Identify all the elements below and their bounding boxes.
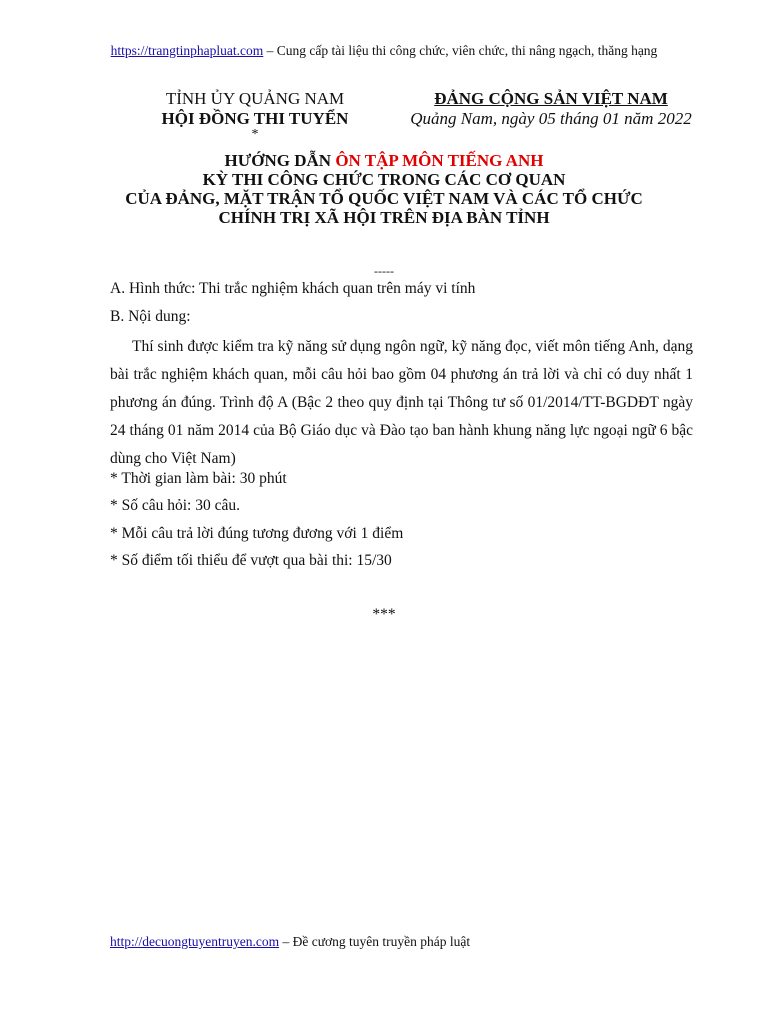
title-line-3: CỦA ĐẢNG, MẶT TRẬN TỔ QUỐC VIỆT NAM VÀ CÁC TỔ CHỨC <box>125 189 643 208</box>
org-star-mark: * <box>251 127 259 142</box>
section-b-content: B. Nội dung: <box>110 308 191 325</box>
title-subject-highlight: ÔN TẬP MÔN TIẾNG ANH <box>335 151 544 170</box>
title-line-1 <box>0 151 768 170</box>
bullet-time: * Thời gian làm bài: 30 phút <box>110 470 287 487</box>
org-province-committee: TỈNH ỦY QUẢNG NAM <box>165 89 345 108</box>
document-title <box>0 151 768 227</box>
footer-tagline: – Đề cương tuyên truyền pháp luật <box>279 934 471 949</box>
ending-mark: *** <box>372 606 396 623</box>
page-footer-note <box>110 934 470 950</box>
org-exam-council: HỘI ĐỒNG THI TUYỂN <box>161 109 349 128</box>
header-tagline: – Cung cấp tài liệu thi công chức, viên chức, thi nâng ngạch, thăng hạng <box>263 43 658 58</box>
page-header-note <box>0 43 768 59</box>
title-line-4: CHÍNH TRỊ XÃ HỘI TRÊN ĐỊA BÀN TỈNH <box>218 208 550 227</box>
party-name: ĐẢNG CỘNG SẢN VIỆT NAM <box>434 89 668 108</box>
footer-link[interactable]: http://decuongtuyentruyen.com <box>110 934 280 949</box>
content-paragraph: Thí sinh được kiểm tra kỹ năng sử dụng ngôn ngữ, kỹ năng đọc, viết môn tiếng Anh, dạng bài trắc nghiệm khách quan, mỗi câu hỏi bao gồm 04 phương án trả lời và chỉ có duy nhất 1 phương án đúng. Trình độ A (Bậc 2 theo quy định tại Thông tư số 01/2014/TT-BGDĐT ngày 24 tháng 01 năm 2014 của Bộ Giáo dục và Đào tạo ban hành khung năng lực ngoại ngữ 6 bậc dùng cho Việt Nam) <box>110 338 693 467</box>
bullet-passing-score: * Số điểm tối thiểu để vượt qua bài thi: 15/30 <box>110 552 392 569</box>
header-link[interactable]: https://trangtinphapluat.com <box>110 43 264 58</box>
section-a-format: A. Hình thức: Thi trắc nghiệm khách quan trên máy vi tính <box>110 280 476 297</box>
bullet-question-count: * Số câu hỏi: 30 câu. <box>110 497 241 514</box>
party-and-date <box>405 89 697 129</box>
title-prefix: HƯỚNG DẪN <box>224 151 336 170</box>
issuing-organization <box>110 89 400 141</box>
document-date: Quảng Nam, ngày 05 tháng 01 năm 2022 <box>410 109 692 128</box>
title-line-2: KỲ THI CÔNG CHỨC TRONG CÁC CƠ QUAN <box>202 170 566 189</box>
bullet-points-per-answer: * Mỗi câu trả lời đúng tương đương với 1 điểm <box>110 525 404 542</box>
separator-dashes: ----- <box>374 264 394 278</box>
